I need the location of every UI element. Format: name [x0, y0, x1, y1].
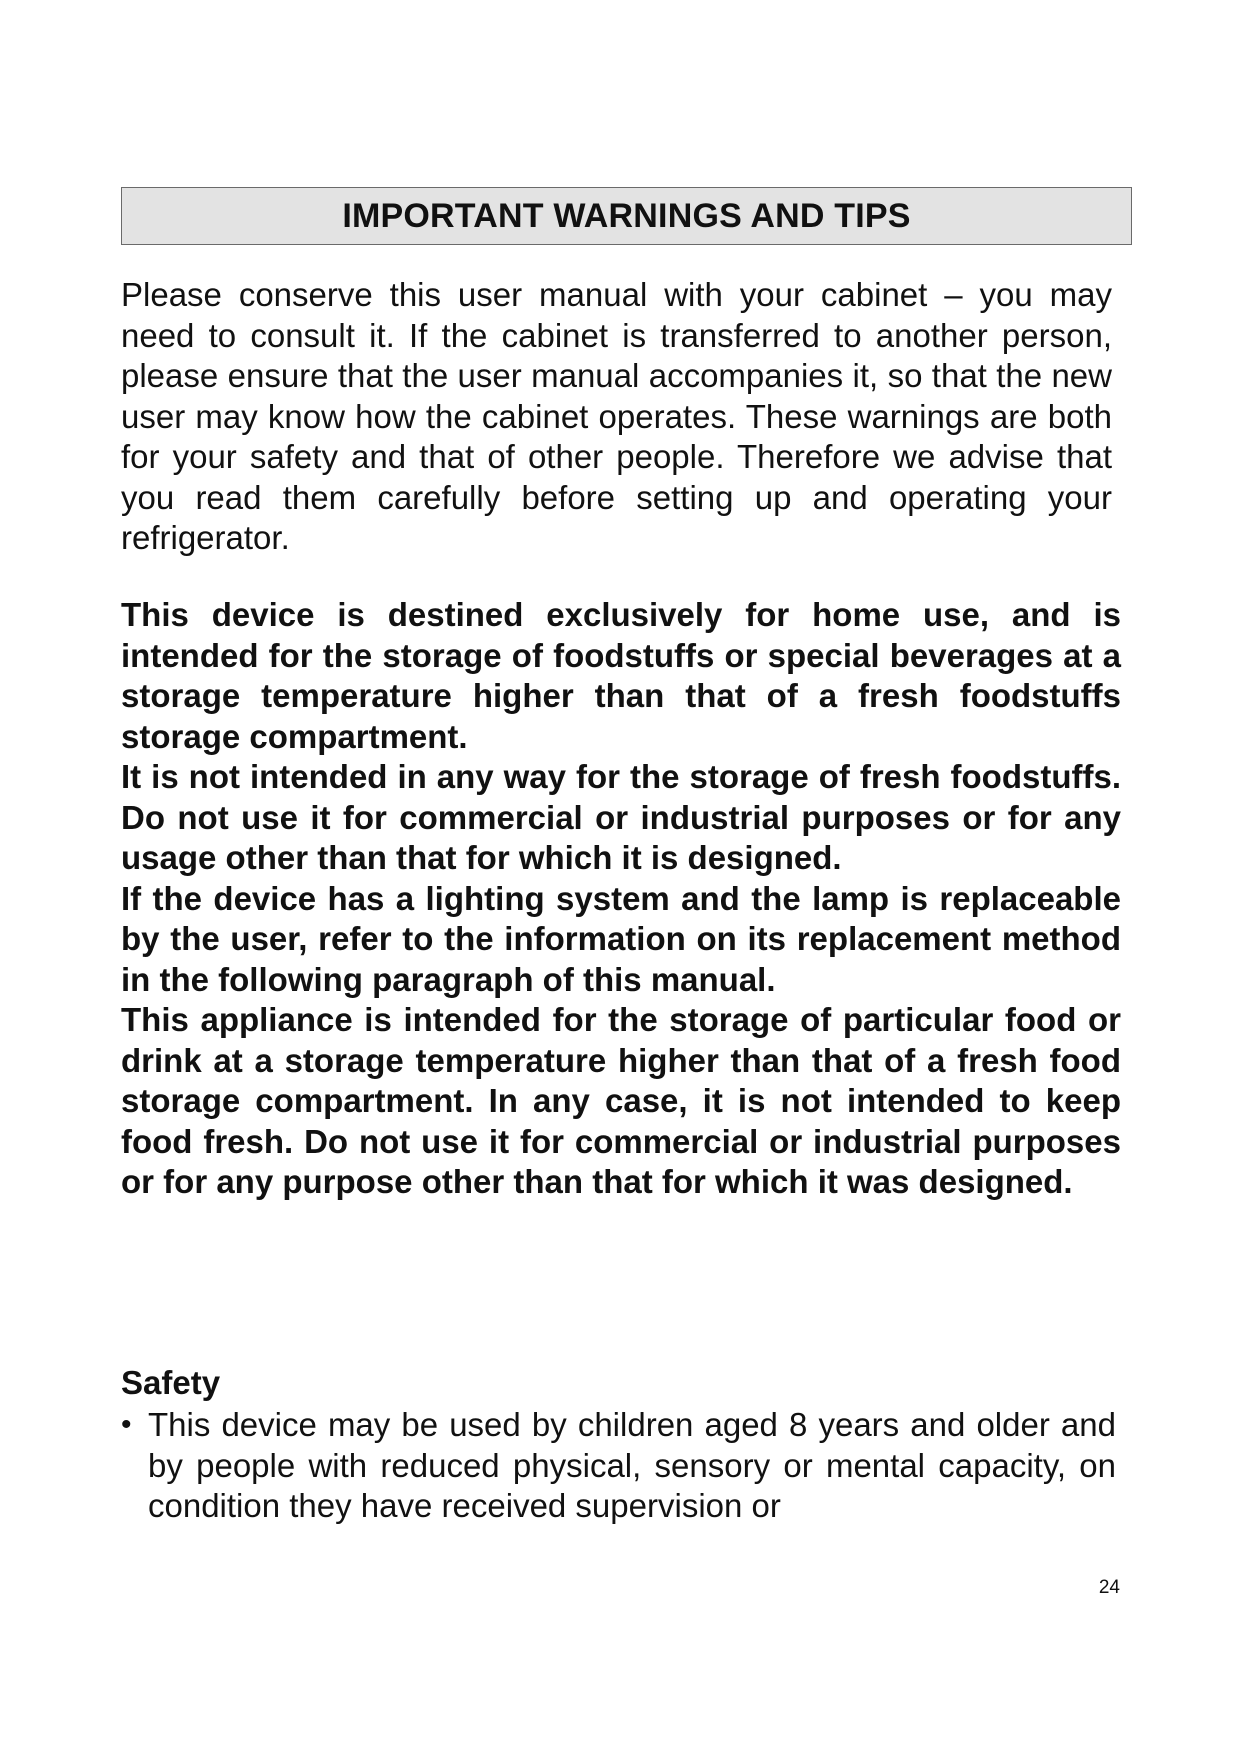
section-title: IMPORTANT WARNINGS AND TIPS: [342, 197, 911, 235]
page-number: 24: [1098, 1577, 1120, 1598]
warning-paragraph-appliance-use: This appliance is intended for the storage of particular food or drink at a storage temperature higher than that of a fresh food storage compartment. In any case, it is not intended to keep food fresh. Do not use it for commercial or industrial purposes or for any purpose other than that for which it was designed.: [121, 1001, 1121, 1200]
safety-list: [121, 1405, 1136, 1527]
warning-paragraph-not-fresh: It is not intended in any way for the storage of fresh foodstuffs. Do not use it for commercial or industrial purposes or for any usage other than that for which it is designed.: [121, 758, 1121, 876]
warning-paragraph-lighting: If the device has a lighting system and the lamp is replaceable by the user, refer to the information on its replacement method in the following paragraph of this manual.: [121, 879, 1121, 998]
safety-heading: Safety: [121, 1364, 221, 1401]
usage-warnings: [121, 595, 1121, 1203]
warning-paragraph-home-use: This device is destined exclusively for home use, and is intended for the storage of foodstuffs or special beverages at a storage temperature higher than that of a fresh foodstuffs storage compartment.: [121, 596, 1121, 755]
intro-paragraph: Please conserve this user manual with your cabinet – you may need to consult it. If the cabinet is transferred to another person, please ensure that the user manual accompanies it, so that the new user may know how the cabinet operates. These warnings are both for your safety and that of other people. Therefore we advise that you read them carefully before setting up and operating your refrigerator.: [121, 276, 1112, 556]
section-title-box: [121, 187, 1132, 245]
safety-item-text: This device may be used by children aged 8 years and older and by people with reduced physical, sensory or mental capacity, on condition they have received supervision or: [148, 1406, 1116, 1524]
list-item: [121, 1405, 1136, 1527]
bullet-icon: •: [121, 1408, 132, 1441]
